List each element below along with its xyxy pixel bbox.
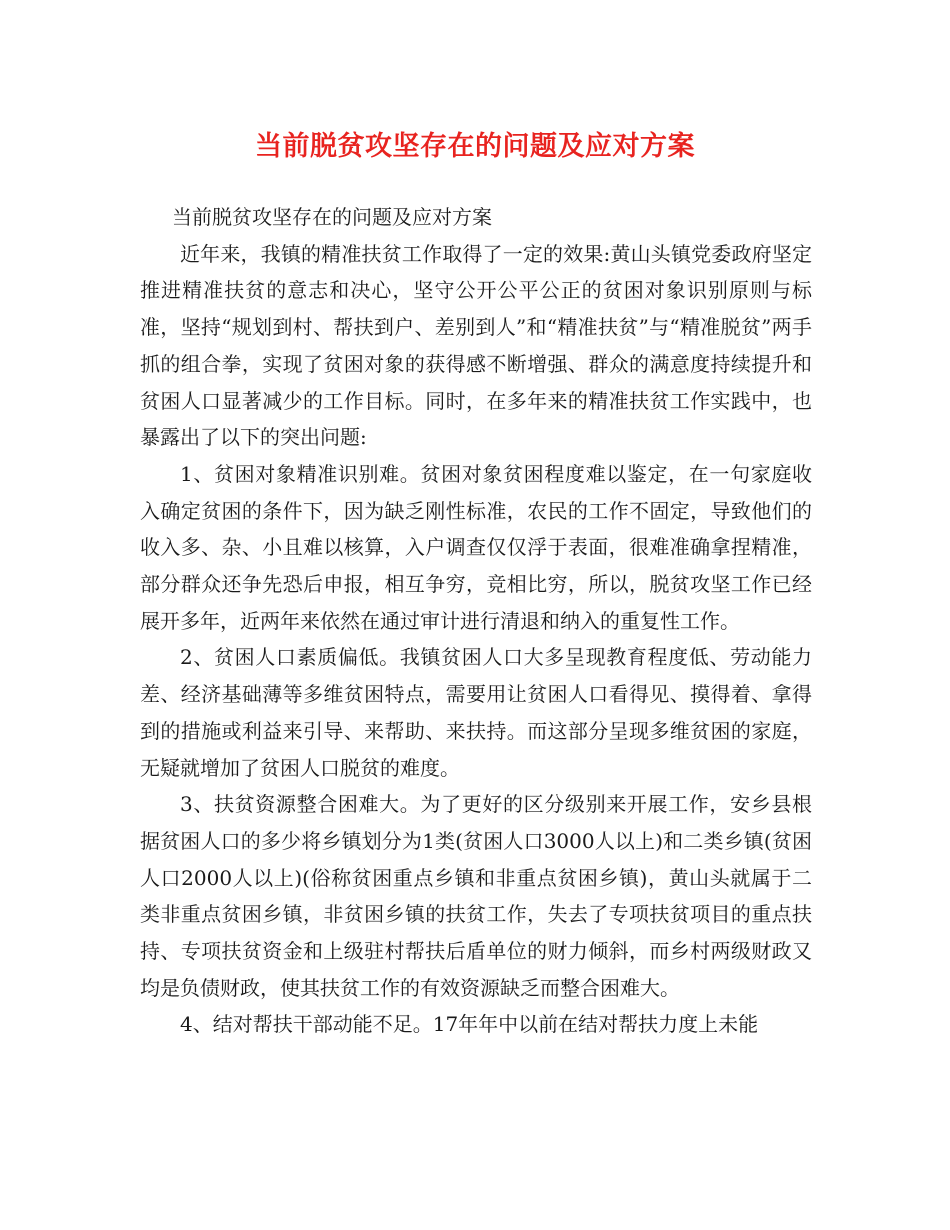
paragraph-issue-2: 2、贫困人口素质偏低。我镇贫困人口大多呈现教育程度低、劳动能力差、经济基础薄等多维贫困特点，需要用让贫困人口看得见、摸得着、拿得到的措施或利益来引导、来帮助、来扶持。而这部分呈现多维贫困的家庭，无疑就增加了贫困人口脱贫的难度。 <box>140 645 812 780</box>
document-subtitle: 当前脱贫攻坚存在的问题及应对方案 <box>172 205 492 229</box>
paragraph-issue-1: 1、贫困对象精准识别难。贫困对象贫困程度难以鉴定，在一句家庭收入确定贫困的条件下，因为缺乏刚性标准，农民的工作不固定，导致他们的收入多、杂、小且难以核算，入户调查仅仅浮于表面，很难准确拿捏精准，部分群众还争先恐后申报，相互争穷，竞相比穷，所以，脱贫攻坚工作已经展开多年，近两年来依然在通过审计进行清退和纳入的重复性工作。 <box>140 461 812 633</box>
document-title: 当前脱贫攻坚存在的问题及应对方案 <box>255 131 695 162</box>
paragraph-issue-3: 3、扶贫资源整合困难大。为了更好的区分级别来开展工作，安乡县根据贫困人口的多少将乡镇划分为1类(贫困人口3000人以上)和二类乡镇(贫困人口2000人以上)(俗称贫困重点乡镇和非重点贫困乡镇)，黄山头就属于二类非重点贫困乡镇，非贫困乡镇的扶贫工作，失去了专项扶贫项目的重点扶持、专项扶贫资金和上级驻村帮扶后盾单位的财力倾斜，而乡村两级财政又均是负债财政，使其扶贫工作的有效资源缺乏而整合困难大。 <box>140 792 812 1000</box>
document-body <box>140 199 812 1043</box>
paragraph-intro: 近年来，我镇的精准扶贫工作取得了一定的效果:黄山头镇党委政府坚定推进精准扶贫的意志和决心，坚守公开公平公正的贫困对象识别原则与标准，坚持“规划到村、帮扶到户、差别到人”和“精准扶贫”与“精准脱贫”两手抓的组合拳，实现了贫困对象的获得感不断增强、群众的满意度持续提升和贫困人口显著减少的工作目标。同时，在多年来的精准扶贫工作实践中，也暴露出了以下的突出问题: <box>140 241 812 450</box>
paragraph-issue-4: 4、结对帮扶干部动能不足。17年年中以前在结对帮扶力度上未能 <box>180 1012 759 1037</box>
